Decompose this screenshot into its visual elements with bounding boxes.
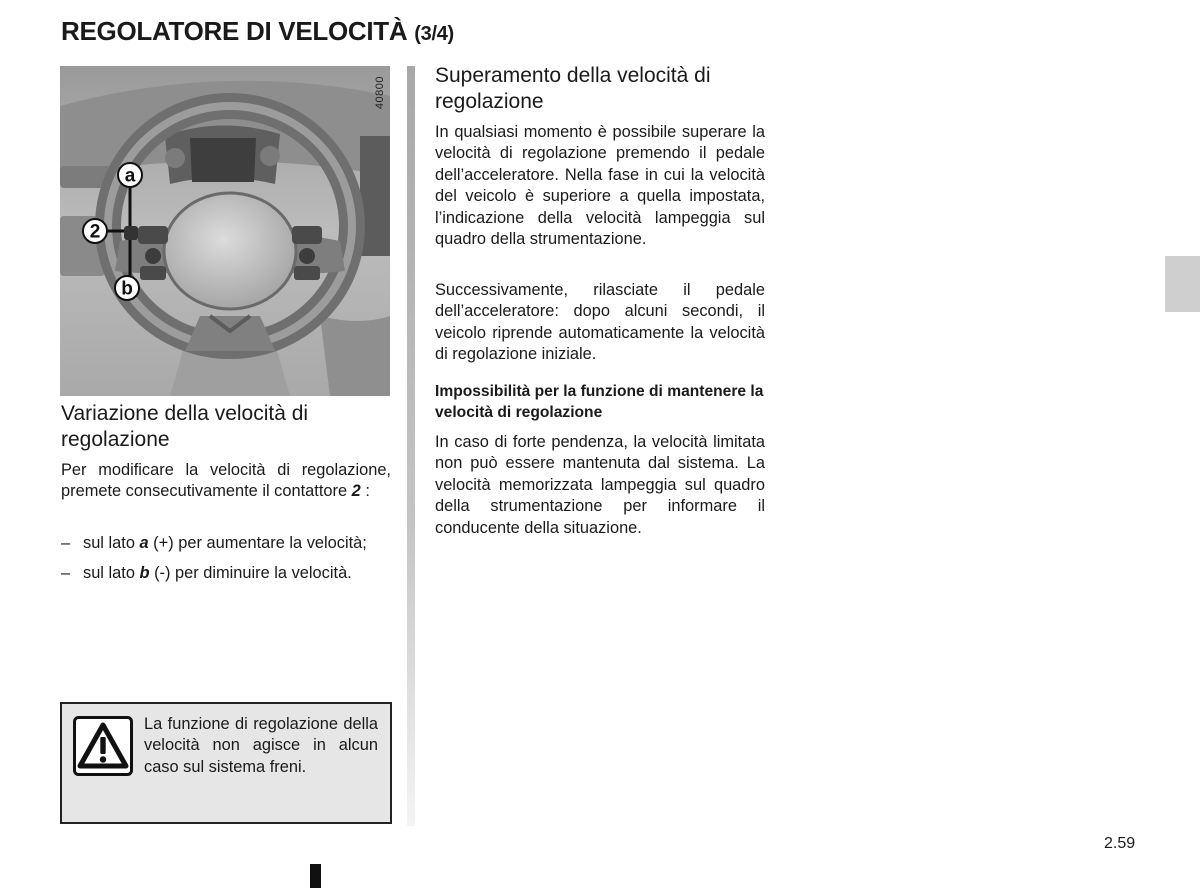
crop-mark (310, 864, 321, 888)
subheading-unable-to-maintain: Impossibilità per la funzione di mantenere la velocità di regolazione (435, 383, 764, 421)
chapter-side-tab (1165, 256, 1200, 312)
list-item: – sul lato a (+) per aumentare la velocità; (61, 534, 367, 552)
steering-wheel-drawing (60, 66, 390, 396)
page-title-main: REGOLATORE DI VELOCITÀ (61, 16, 408, 46)
page-title (61, 16, 454, 47)
overriding-speed-paragraph-1: In qualsiasi momento è possibile superare la velocità di regolazione premendo il pedale dell’acceleratore. Nella fase in cui la velocità del veicolo è superiore a quella impostata, l’indicazione della velocità lampeggia sul quadro della strumentazione. (435, 123, 765, 249)
figure-code: 40800 (374, 76, 386, 110)
warning-text: La funzione di regolazione della velocità non agisce in alcun caso sul sistema freni. (144, 715, 378, 776)
list-item: – sul lato b (-) per diminuire la velocità. (61, 564, 352, 583)
callout-b-label: b (121, 278, 133, 300)
page-title-part: (3/4) (414, 23, 454, 45)
page-number: 2.59 (1104, 835, 1136, 852)
callout-2-label: 2 (89, 221, 101, 243)
callout-2 (83, 219, 107, 243)
callout-a (118, 163, 142, 187)
column-divider (407, 66, 415, 826)
overriding-speed-paragraph-2: Successivamente, rilasciate il pedale dell’acceleratore: dopo alcuni secondi, il veicolo riprende automaticamente la velocità di regolazione iniziale. (435, 281, 765, 364)
section-heading-overriding-speed: Superamento della velocità di regolazione (435, 64, 711, 113)
section-heading-speed-variation: Variazione della velocità di regolazione (61, 402, 309, 451)
steering-wheel-illustration (60, 66, 390, 396)
warning-box (60, 702, 392, 824)
speed-variation-list (61, 533, 391, 594)
callout-b (115, 276, 139, 300)
callout-a-label: a (124, 165, 136, 187)
warning-triangle-icon (73, 716, 133, 776)
speed-variation-intro: Per modificare la velocità di regolazione, premete consecutivamente il contattore 2 : (61, 461, 391, 501)
unable-to-maintain-paragraph: In caso di forte pendenza, la velocità limitata non può essere mantenuta dal sistema. La velocità memorizzata lampeggia sul quadro della strumentazione per informare il conducente della situazione. (435, 433, 765, 537)
